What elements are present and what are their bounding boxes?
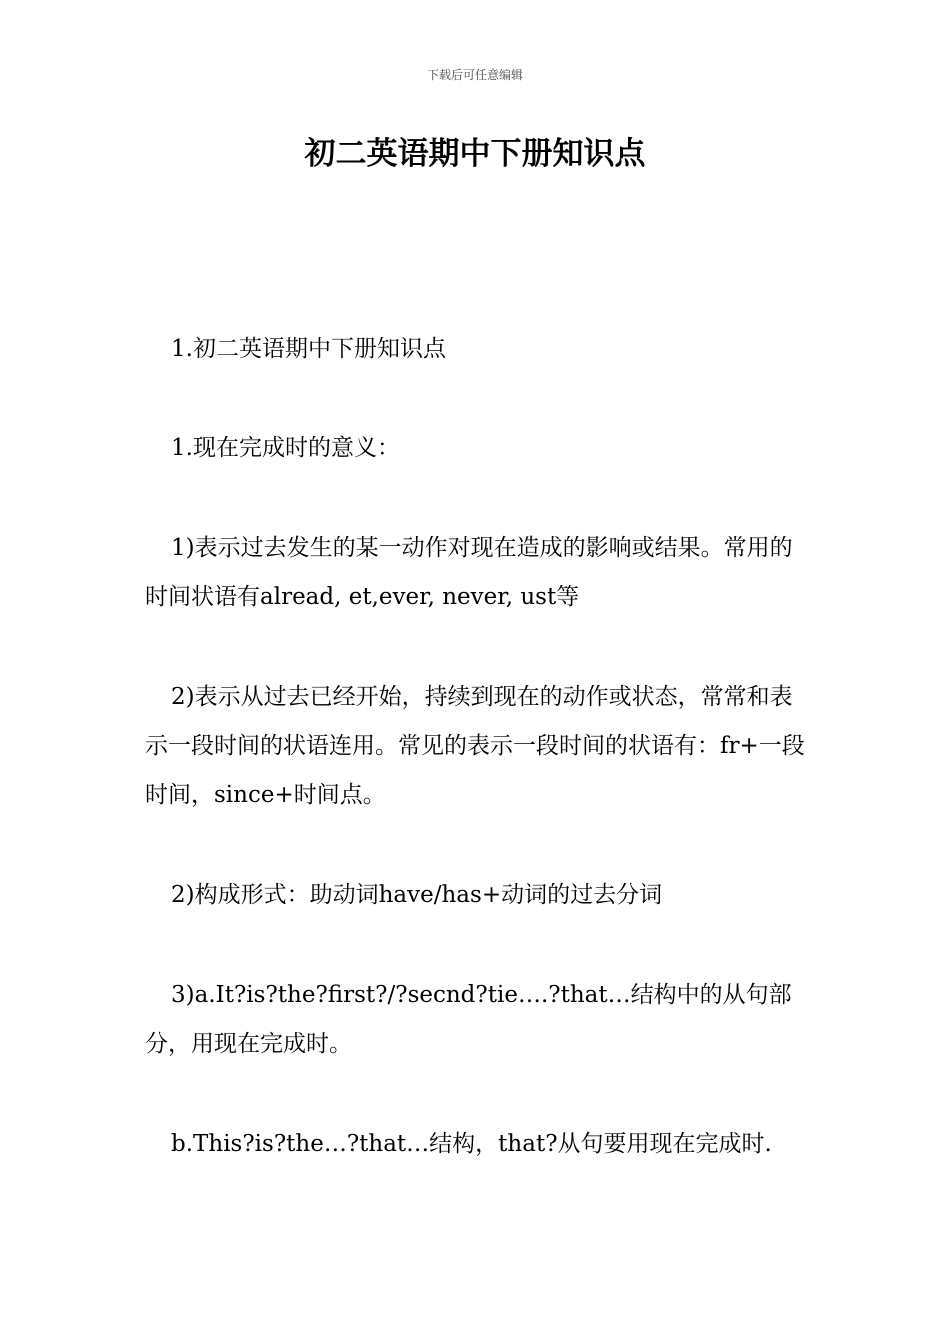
paragraph-present-perfect-meaning: 1.现在完成时的意义： — [171, 435, 400, 461]
paragraph-usage-2: 2)表示从过去已经开始，持续到现在的动作或状态，常常和表示一段时间的状语连用。常见的表示一段时间的状语有：fr+一段时间，since+时间点。 — [145, 684, 805, 808]
paragraph-structure-a: 3)a.It?is?the?first?/?secnd?tie….?that…结构中的从句部分，用现在完成时。 — [145, 982, 792, 1057]
paragraph-heading: 1.初二英语期中下册知识点 — [171, 336, 446, 362]
paragraph-structure-b: b.This?is?the…?that…结构，that?从句要用现在完成时. — [171, 1131, 772, 1157]
paragraph-usage-1: 1)表示过去发生的某一动作对现在造成的影响或结果。常用的时间状语有alread, et,ever, never, ust等 — [145, 535, 793, 610]
paragraph-form: 2)构成形式：助动词have/has+动词的过去分词 — [171, 882, 663, 908]
page-header-note: 下载后可任意编辑 — [426, 68, 523, 82]
document-title: 初二英语期中下册知识点 — [304, 136, 646, 172]
